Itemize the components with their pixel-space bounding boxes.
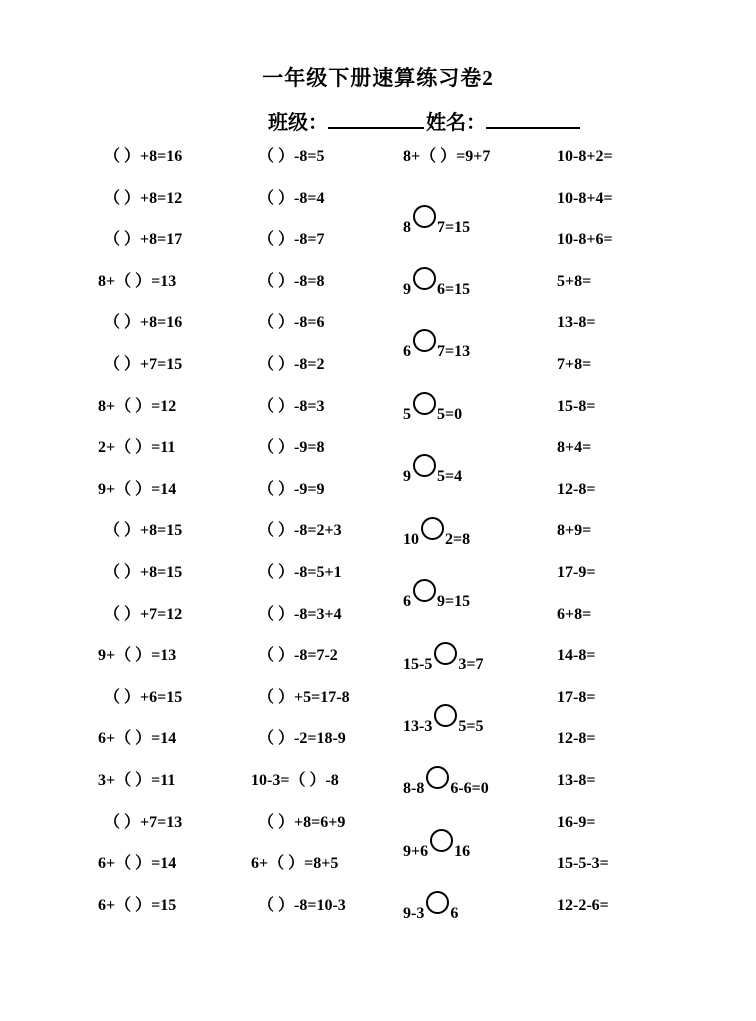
equation-item: （ ）-8=7 xyxy=(258,231,325,249)
circle-equation-right: 6-6=0 xyxy=(450,780,489,797)
circle-equation-left: 9 xyxy=(403,468,411,485)
equation-item: （ ）+8=15 xyxy=(104,522,183,540)
class-blank[interactable] xyxy=(328,107,424,129)
equation-item: 2+（ ）=11 xyxy=(98,439,176,457)
operator-circle[interactable] xyxy=(413,205,436,228)
equation-item: （ ）+6=15 xyxy=(104,688,183,706)
operator-circle[interactable] xyxy=(434,704,457,727)
operator-circle[interactable] xyxy=(426,766,449,789)
equation-item: 6+（ ）=14 xyxy=(98,730,177,748)
equation-item: 6+（ ）=8+5 xyxy=(251,855,339,873)
equation-item: 17-8= xyxy=(557,688,596,706)
operator-circle[interactable] xyxy=(413,454,436,477)
equation-item: 12-8= xyxy=(557,730,596,748)
equation-item: （ ）+5=17-8 xyxy=(258,688,350,706)
equation-item: （ ）-8=10-3 xyxy=(258,896,346,914)
equation-item: （ ）+8=6+9 xyxy=(258,813,346,831)
equation-item: （ ）-8=5+1 xyxy=(258,564,342,581)
circle-equation-right: 7=15 xyxy=(437,219,471,236)
operator-circle[interactable] xyxy=(413,579,436,602)
circle-equation-item xyxy=(403,392,462,425)
equation-item: 8+9= xyxy=(557,522,592,540)
equation-item: 10-8+2= xyxy=(557,148,613,165)
equation-item: （ ）-8=2 xyxy=(258,356,325,373)
circle-equation-item xyxy=(403,454,462,487)
class-label: 班级： xyxy=(268,112,328,134)
circle-equation-right: 5=5 xyxy=(458,718,484,735)
equation-item: 13-8= xyxy=(557,314,596,332)
circle-equation-item xyxy=(403,829,470,862)
equation-item: （ ）+8=16 xyxy=(104,148,183,165)
circle-equation-left: 6 xyxy=(403,593,411,610)
equation-item: （ ）-8=8 xyxy=(258,272,325,290)
equation-item: 3+（ ）=11 xyxy=(98,772,176,789)
circle-equation-right: 2=8 xyxy=(445,531,471,548)
equation-item: （ ）+8=16 xyxy=(104,314,183,332)
circle-equation-right: 5=0 xyxy=(437,406,463,423)
equation-item: （ ）-8=5 xyxy=(258,148,325,165)
operator-circle[interactable] xyxy=(413,329,436,352)
equation-item: （ ）-8=3 xyxy=(258,397,325,415)
circle-equation-left: 9 xyxy=(403,281,411,298)
circle-equation-left: 15-5 xyxy=(403,656,433,673)
name-blank[interactable] xyxy=(486,107,580,129)
equation-item: （ ）-9=8 xyxy=(258,439,325,457)
equation-item: 10-8+4= xyxy=(557,189,613,207)
operator-circle[interactable] xyxy=(430,829,453,852)
equation-item: 8+4= xyxy=(557,439,592,457)
circle-equation-item xyxy=(403,891,458,924)
equation-item: 10-3=（ ）-8 xyxy=(251,772,339,789)
equation-item: 9+（ ）=14 xyxy=(98,480,177,498)
circle-equation-right: 5=4 xyxy=(437,468,463,485)
page-title: 一年级下册速算练习卷2 xyxy=(262,66,494,90)
circle-equation-left: 8 xyxy=(403,219,411,236)
equation-item: 5+8= xyxy=(557,272,592,290)
equation-item: 14-8= xyxy=(557,647,596,665)
equation-item: 8+（ ）=9+7 xyxy=(403,148,491,165)
circle-equation-item xyxy=(403,517,470,550)
equation-item: 17-9= xyxy=(557,564,596,581)
circle-equation-left: 10 xyxy=(403,531,419,548)
circle-equation-item xyxy=(403,642,483,675)
circle-equation-item xyxy=(403,267,470,300)
circle-equation-right: 3=7 xyxy=(458,656,484,673)
circle-equation-item xyxy=(403,704,483,737)
operator-circle[interactable] xyxy=(434,642,457,665)
equation-item: 15-8= xyxy=(557,397,596,415)
operator-circle[interactable] xyxy=(426,891,449,914)
circle-equation-right: 6=15 xyxy=(437,281,471,298)
equation-item: 7+8= xyxy=(557,356,592,373)
operator-circle[interactable] xyxy=(413,267,436,290)
equation-item: 12-8= xyxy=(557,480,596,498)
equation-item: 9+（ ）=13 xyxy=(98,647,177,665)
equation-item: 10-8+6= xyxy=(557,231,613,249)
equation-item: （ ）-9=9 xyxy=(258,480,325,498)
circle-equation-left: 13-3 xyxy=(403,718,433,735)
equation-item: （ ）-2=18-9 xyxy=(258,730,346,748)
equation-item: 13-8= xyxy=(557,772,596,789)
operator-circle[interactable] xyxy=(413,392,436,415)
circle-equation-left: 5 xyxy=(403,406,411,423)
equation-item: （ ）+7=13 xyxy=(104,813,183,831)
equation-item: 12-2-6= xyxy=(557,896,609,914)
equation-item: 8+（ ）=13 xyxy=(98,272,177,290)
equation-item: 15-5-3= xyxy=(557,855,609,873)
circle-equation-item xyxy=(403,329,470,362)
operator-circle[interactable] xyxy=(421,517,444,540)
equation-item: （ ）-8=4 xyxy=(258,189,325,207)
equation-item: （ ）+8=17 xyxy=(104,231,183,249)
student-info xyxy=(268,106,582,135)
circle-equation-item xyxy=(403,205,470,238)
equation-item: 6+（ ）=14 xyxy=(98,855,177,873)
equation-item: （ ）-8=6 xyxy=(258,314,325,332)
equation-item: （ ）+7=15 xyxy=(104,356,183,373)
circle-equation-right: 6 xyxy=(450,905,459,922)
circle-equation-left: 8-8 xyxy=(403,780,425,797)
equation-item: （ ）+7=12 xyxy=(104,605,183,623)
circle-equation-right: 16 xyxy=(454,843,471,860)
equation-item: 8+（ ）=12 xyxy=(98,397,177,415)
circle-equation-left: 6 xyxy=(403,343,411,360)
circle-equation-left: 9-3 xyxy=(403,905,425,922)
circle-equation-item xyxy=(403,766,489,799)
equation-item: （ ）-8=3+4 xyxy=(258,605,342,623)
circle-equation-right: 7=13 xyxy=(437,343,471,360)
equation-item: 6+8= xyxy=(557,605,592,623)
equation-item: 6+（ ）=15 xyxy=(98,896,177,914)
circle-equation-left: 9+6 xyxy=(403,843,429,860)
equation-item: （ ）-8=2+3 xyxy=(258,522,342,540)
equation-item: 16-9= xyxy=(557,813,596,831)
circle-equation-right: 9=15 xyxy=(437,593,471,610)
equation-item: （ ）+8=15 xyxy=(104,564,183,581)
circle-equation-item xyxy=(403,579,470,612)
name-label: 姓名： xyxy=(426,112,486,134)
equation-item: （ ）+8=12 xyxy=(104,189,183,207)
equation-item: （ ）-8=7-2 xyxy=(258,647,338,665)
